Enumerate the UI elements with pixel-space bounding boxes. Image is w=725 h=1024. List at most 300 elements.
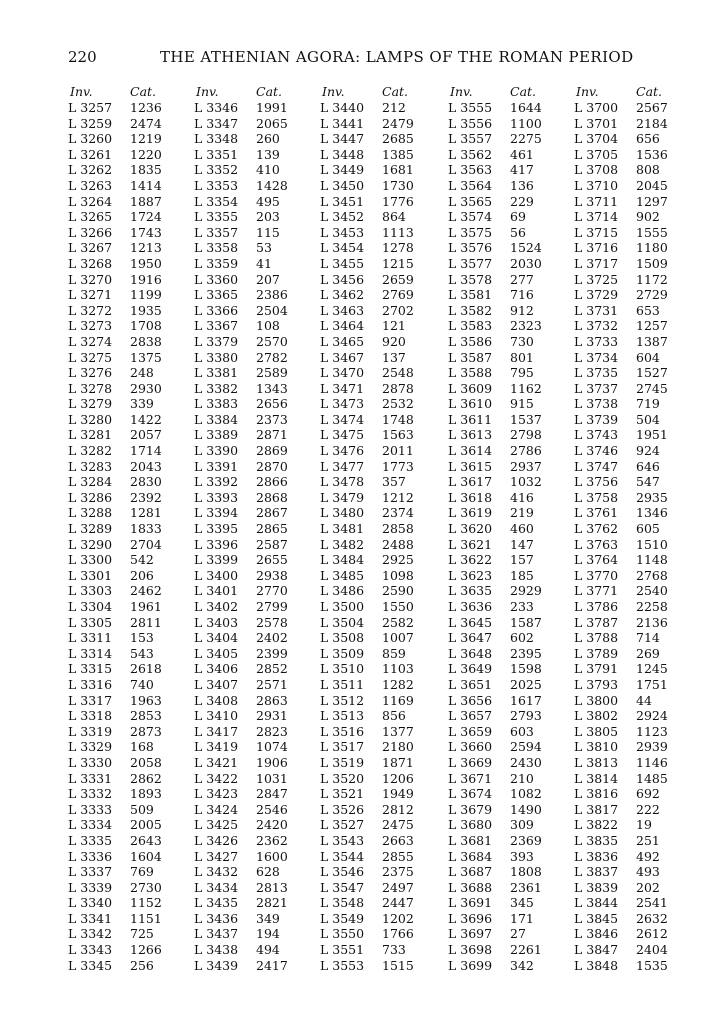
catalogue-number: 212	[382, 100, 406, 115]
catalogue-number: 2578	[256, 614, 288, 630]
table-row	[574, 256, 694, 272]
table-row	[448, 427, 568, 443]
table-row	[320, 880, 440, 896]
inventory-number: L 3329	[68, 739, 113, 755]
catalogue-number: 233	[510, 599, 534, 614]
inventory-number: L 3527	[320, 817, 365, 833]
inventory-number: L 3791	[574, 661, 619, 677]
table-row	[320, 365, 440, 381]
catalogue-number: 461	[510, 146, 534, 162]
inventory-number: L 3479	[320, 489, 365, 505]
table-row	[194, 958, 314, 974]
inventory-number: L 3770	[574, 567, 619, 583]
inventory-number: L 3517	[320, 739, 365, 755]
inventory-number: L 3275	[68, 349, 113, 365]
catalogue-number: 2420	[256, 817, 288, 833]
catalogue-number: 1766	[382, 926, 414, 942]
inventory-number: L 3735	[574, 365, 619, 381]
inventory-number: L 3613	[448, 427, 493, 443]
catalogue-number: 1113	[382, 224, 414, 240]
inventory-number: L 3263	[68, 177, 113, 193]
inventory-number: L 3389	[194, 427, 239, 443]
inventory-number: L 3410	[194, 708, 239, 724]
inventory-number: L 3716	[574, 240, 619, 256]
inventory-number: L 3660	[448, 739, 493, 755]
catalogue-number: 2865	[256, 521, 288, 537]
catalogue-number: 493	[636, 864, 660, 880]
table-row	[194, 708, 314, 724]
inventory-number: L 3281	[68, 427, 113, 443]
table-row	[68, 864, 188, 880]
inventory-number: L 3618	[448, 489, 493, 505]
inventory-number: L 3697	[448, 926, 493, 942]
catalogue-number: 856	[382, 708, 406, 724]
table-row	[320, 849, 440, 865]
table-row	[574, 287, 694, 303]
table-row	[448, 771, 568, 787]
table-row	[68, 646, 188, 662]
table-row	[68, 833, 188, 849]
catalogue-number: 801	[510, 349, 534, 365]
catalogue-number: 1714	[130, 443, 162, 459]
inventory-number: L 3262	[68, 162, 113, 178]
catalogue-number: 1257	[636, 318, 668, 334]
catalogue-number: 2430	[510, 754, 542, 770]
inventory-number: L 3508	[320, 630, 365, 646]
table-row	[194, 225, 314, 241]
inventory-number: L 3691	[448, 895, 493, 911]
inventory-number: L 3710	[574, 177, 619, 193]
table-row	[320, 396, 440, 412]
catalogue-number: 2392	[130, 489, 162, 505]
table-row	[68, 303, 188, 319]
table-row	[320, 100, 440, 116]
inv-header: Inv.	[322, 84, 345, 99]
catalogue-number: 2374	[382, 505, 414, 521]
inventory-number: L 3440	[320, 100, 365, 115]
table-row	[574, 209, 694, 225]
table-row	[194, 131, 314, 147]
table-row	[448, 443, 568, 459]
table-row	[448, 396, 568, 412]
inventory-number: L 3402	[194, 599, 239, 614]
catalogue-number: 1515	[382, 957, 414, 973]
table-row	[320, 599, 440, 615]
table-row	[320, 490, 440, 506]
inventory-number: L 3436	[194, 910, 239, 926]
table-row	[194, 724, 314, 740]
table-row	[448, 209, 568, 225]
table-row	[194, 240, 314, 256]
inventory-number: L 3486	[320, 583, 365, 599]
catalogue-number: 1297	[636, 193, 668, 209]
catalogue-number: 108	[256, 318, 280, 334]
table-row	[194, 209, 314, 225]
table-row	[448, 802, 568, 818]
catalogue-number: 2830	[130, 474, 162, 490]
catalogue-number: 410	[256, 162, 280, 178]
table-row	[68, 272, 188, 288]
catalogue-number: 1524	[510, 240, 542, 256]
catalogue-number: 2589	[256, 365, 288, 381]
table-row	[194, 427, 314, 443]
table-row	[320, 178, 440, 194]
catalogue-number: 1833	[130, 521, 162, 537]
inventory-number: L 3512	[320, 692, 365, 708]
table-column	[68, 84, 188, 973]
catalogue-number: 2417	[256, 957, 288, 973]
table-row	[320, 771, 440, 787]
catalogue-number: 1563	[382, 427, 414, 443]
inventory-number: L 3421	[194, 754, 239, 770]
catalogue-number: 1916	[130, 271, 162, 287]
table-row	[194, 833, 314, 849]
table-row	[68, 427, 188, 443]
table-row	[68, 443, 188, 459]
table-row	[68, 739, 188, 755]
catalogue-number: 1245	[636, 661, 668, 677]
catalogue-number: 2655	[256, 552, 288, 568]
inventory-number: L 3448	[320, 146, 365, 162]
inventory-number: L 3482	[320, 536, 365, 552]
catalogue-number: 1871	[382, 754, 414, 770]
catalogue-number: 492	[636, 848, 660, 864]
table-row	[194, 474, 314, 490]
inventory-number: L 3366	[194, 302, 239, 318]
table-row	[574, 958, 694, 974]
table-row	[448, 708, 568, 724]
catalogue-number: 1278	[382, 240, 414, 256]
catalogue-number: 1162	[510, 380, 542, 396]
table-row	[68, 209, 188, 225]
catalogue-number: 1906	[256, 754, 288, 770]
inventory-number: L 3437	[194, 926, 239, 942]
table-row	[448, 412, 568, 428]
catalogue-number: 2632	[636, 910, 668, 926]
inventory-number: L 3645	[448, 614, 493, 630]
catalogue-number: 1146	[636, 754, 668, 770]
inventory-number: L 3265	[68, 209, 113, 225]
table-row	[574, 147, 694, 163]
inventory-number: L 3379	[194, 333, 239, 349]
catalogue-number: 2043	[130, 458, 162, 474]
catalogue-number: 2873	[130, 723, 162, 739]
catalogue-number: 2402	[256, 630, 288, 646]
catalogue-number: 1032	[510, 474, 542, 490]
inventory-number: L 3734	[574, 349, 619, 365]
inventory-number: L 3284	[68, 474, 113, 490]
table-row	[448, 661, 568, 677]
inventory-number: L 3392	[194, 474, 239, 490]
table-row	[448, 334, 568, 350]
inventory-number: L 3304	[68, 599, 113, 614]
catalogue-number: 1428	[256, 177, 288, 193]
catalogue-number: 2567	[636, 100, 668, 115]
catalogue-number: 2258	[636, 599, 668, 614]
inventory-number: L 3391	[194, 458, 239, 474]
catalogue-number: 1202	[382, 910, 414, 926]
table-row	[448, 365, 568, 381]
column-header	[320, 84, 440, 100]
catalogue-number: 602	[510, 630, 534, 646]
inventory-number: L 3380	[194, 349, 239, 365]
catalogue-number: 1082	[510, 786, 542, 802]
catalogue-number: 2373	[256, 411, 288, 427]
inventory-number: L 3805	[574, 723, 619, 739]
table-row	[574, 583, 694, 599]
catalogue-number: 219	[510, 505, 534, 521]
cat-header: Cat.	[510, 84, 537, 99]
table-row	[574, 537, 694, 553]
table-row	[448, 521, 568, 537]
table-row	[320, 724, 440, 740]
table-row	[194, 396, 314, 412]
inventory-number: L 3583	[448, 318, 493, 334]
table-row	[68, 880, 188, 896]
running-title: THE ATHENIAN AGORA: LAMPS OF THE ROMAN PERIOD	[160, 48, 634, 66]
table-row	[574, 630, 694, 646]
catalogue-number: 2057	[130, 427, 162, 443]
inventory-number: L 3565	[448, 193, 493, 209]
catalogue-number: 1708	[130, 318, 162, 334]
catalogue-number: 1212	[382, 489, 414, 505]
table-row	[68, 677, 188, 693]
inventory-number: L 3305	[68, 614, 113, 630]
catalogue-number: 605	[636, 521, 660, 537]
inventory-number: L 3340	[68, 895, 113, 911]
table-row	[194, 630, 314, 646]
inventory-number: L 3425	[194, 817, 239, 833]
catalogue-number: 1961	[130, 599, 162, 614]
table-row	[574, 100, 694, 116]
table-row	[574, 412, 694, 428]
table-row	[194, 287, 314, 303]
table-row	[448, 911, 568, 927]
table-row	[448, 724, 568, 740]
table-row	[320, 147, 440, 163]
table-row	[448, 630, 568, 646]
catalogue-number: 2462	[130, 583, 162, 599]
catalogue-number: 1148	[636, 552, 668, 568]
catalogue-number: 1377	[382, 723, 414, 739]
catalogue-number: 1100	[510, 115, 542, 131]
catalogue-number: 692	[636, 786, 660, 802]
inventory-number: L 3283	[68, 458, 113, 474]
column-header	[194, 84, 314, 100]
catalogue-number: 1963	[130, 692, 162, 708]
catalogue-number: 1604	[130, 848, 162, 864]
catalogue-number: 269	[636, 645, 660, 661]
table-row	[574, 490, 694, 506]
catalogue-number: 53	[256, 240, 272, 256]
table-row	[320, 677, 440, 693]
table-row	[448, 225, 568, 241]
inventory-number: L 3786	[574, 599, 619, 614]
inventory-number: L 3331	[68, 770, 113, 786]
table-row	[68, 942, 188, 958]
catalogue-number: 1169	[382, 692, 414, 708]
table-row	[448, 256, 568, 272]
table-row	[68, 350, 188, 366]
inventory-number: L 3467	[320, 349, 365, 365]
inventory-number: L 3822	[574, 817, 619, 833]
catalogue-number: 2504	[256, 302, 288, 318]
catalogue-number: 2925	[382, 552, 414, 568]
inventory-number: L 3400	[194, 567, 239, 583]
table-row	[574, 194, 694, 210]
catalogue-number: 1007	[382, 630, 414, 646]
table-row	[320, 958, 440, 974]
table-row	[194, 895, 314, 911]
column-header	[448, 84, 568, 100]
catalogue-number: 2729	[636, 287, 668, 303]
table-row	[320, 646, 440, 662]
catalogue-number: 2375	[382, 864, 414, 880]
table-row	[194, 911, 314, 927]
inventory-number: L 3339	[68, 879, 113, 895]
inventory-number: L 3382	[194, 380, 239, 396]
table-row	[194, 755, 314, 771]
inventory-number: L 3464	[320, 318, 365, 334]
catalogue-number: 357	[382, 474, 406, 490]
inventory-number: L 3553	[320, 957, 365, 973]
table-row	[194, 942, 314, 958]
inventory-number: L 3441	[320, 115, 365, 131]
inventory-number: L 3475	[320, 427, 365, 443]
inventory-number: L 3651	[448, 676, 493, 692]
catalogue-number: 2868	[256, 489, 288, 505]
inventory-number: L 3351	[194, 146, 239, 162]
catalogue-number: 2924	[636, 708, 668, 724]
catalogue-number: 915	[510, 396, 534, 412]
inventory-number: L 3465	[320, 333, 365, 349]
inventory-number: L 3758	[574, 489, 619, 505]
catalogue-number: 260	[256, 131, 280, 147]
inventory-number: L 3813	[574, 754, 619, 770]
table-row	[68, 615, 188, 631]
catalogue-number: 19	[636, 817, 652, 833]
inventory-number: L 3480	[320, 505, 365, 521]
table-row	[194, 926, 314, 942]
table-row	[574, 521, 694, 537]
inventory-number: L 3485	[320, 567, 365, 583]
table-row	[574, 162, 694, 178]
catalogue-number: 2399	[256, 645, 288, 661]
table-row	[574, 693, 694, 709]
table-row	[448, 303, 568, 319]
catalogue-number: 1536	[636, 146, 668, 162]
table-row	[194, 490, 314, 506]
inventory-number: L 3477	[320, 458, 365, 474]
catalogue-number: 2745	[636, 380, 668, 396]
catalogue-number: 251	[636, 832, 660, 848]
table-column	[574, 84, 694, 973]
table-row	[194, 552, 314, 568]
catalogue-number: 210	[510, 770, 534, 786]
catalogue-number: 349	[256, 910, 280, 926]
table-row	[194, 771, 314, 787]
inventory-number: L 3419	[194, 739, 239, 755]
catalogue-number: 2838	[130, 333, 162, 349]
table-row	[194, 505, 314, 521]
inventory-number: L 3764	[574, 552, 619, 568]
inventory-number: L 3407	[194, 676, 239, 692]
inventory-number: L 3270	[68, 271, 113, 287]
catalogue-number: 2704	[130, 536, 162, 552]
catalogue-number: 2878	[382, 380, 414, 396]
inventory-number: L 3260	[68, 131, 113, 147]
table-row	[194, 817, 314, 833]
catalogue-number: 203	[256, 209, 280, 225]
catalogue-number: 277	[510, 271, 534, 287]
catalogue-number: 2871	[256, 427, 288, 443]
catalogue-number: 902	[636, 209, 660, 225]
inventory-number: L 3342	[68, 926, 113, 942]
inventory-number: L 3761	[574, 505, 619, 521]
table-row	[320, 739, 440, 755]
inventory-number: L 3423	[194, 786, 239, 802]
catalogue-number: 2853	[130, 708, 162, 724]
inventory-number: L 3516	[320, 723, 365, 739]
table-row	[320, 895, 440, 911]
catalogue-number: 1773	[382, 458, 414, 474]
table-row	[68, 490, 188, 506]
catalogue-number: 2847	[256, 786, 288, 802]
catalogue-number: 2497	[382, 879, 414, 895]
table-row	[68, 583, 188, 599]
catalogue-number: 1281	[130, 505, 162, 521]
inventory-number: L 3614	[448, 443, 493, 459]
inventory-number: L 3696	[448, 910, 493, 926]
table-row	[68, 396, 188, 412]
table-row	[448, 693, 568, 709]
catalogue-number: 2045	[636, 177, 668, 193]
table-row	[194, 661, 314, 677]
catalogue-number: 543	[130, 645, 154, 661]
table-row	[574, 552, 694, 568]
table-row	[320, 427, 440, 443]
table-row	[68, 911, 188, 927]
inventory-number: L 3657	[448, 708, 493, 724]
inventory-number: L 3701	[574, 115, 619, 131]
catalogue-number: 912	[510, 302, 534, 318]
catalogue-number: 1587	[510, 614, 542, 630]
catalogue-number: 769	[130, 864, 154, 880]
table-row	[320, 116, 440, 132]
table-row	[574, 739, 694, 755]
catalogue-number: 653	[636, 302, 660, 318]
inventory-number: L 3274	[68, 333, 113, 349]
table-row	[448, 240, 568, 256]
inventory-number: L 3348	[194, 131, 239, 147]
table-row	[448, 864, 568, 880]
inventory-number: L 3581	[448, 287, 493, 303]
inventory-number: L 3789	[574, 645, 619, 661]
catalogue-number: 924	[636, 443, 660, 459]
table-row	[574, 350, 694, 366]
table-row	[448, 116, 568, 132]
inventory-number: L 3463	[320, 302, 365, 318]
table-row	[194, 334, 314, 350]
column-header	[574, 84, 694, 100]
table-row	[574, 786, 694, 802]
table-row	[320, 693, 440, 709]
catalogue-number: 1343	[256, 380, 288, 396]
table-row	[574, 677, 694, 693]
table-row	[320, 256, 440, 272]
catalogue-number: 547	[636, 474, 660, 490]
table-row	[194, 693, 314, 709]
